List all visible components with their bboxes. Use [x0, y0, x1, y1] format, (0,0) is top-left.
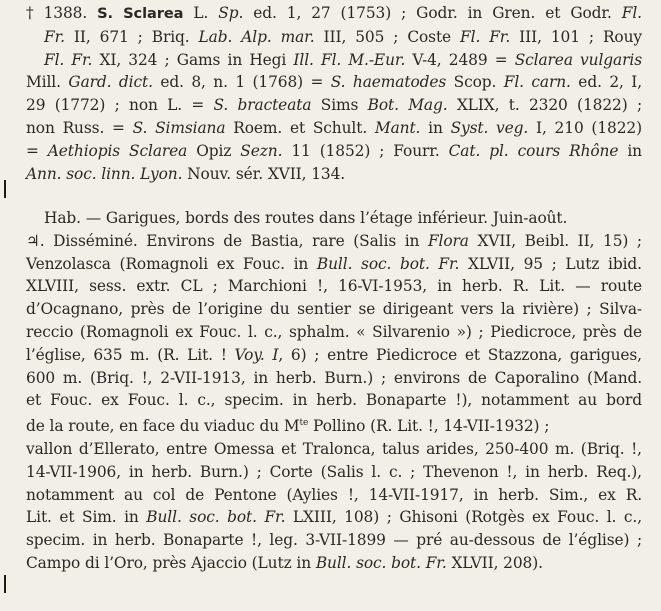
- habitat-text-run: Venzolasca (Romagnoli ex Fouc. in: [26, 254, 317, 273]
- synonymy-text-run: S. Sclarea: [97, 5, 184, 22]
- habitat-text-run: Voy. I: [234, 345, 279, 364]
- habitat-text-run: XVII, Beibl. II, 15) ;: [468, 231, 642, 250]
- habitat-paragraph: [26, 207, 642, 575]
- habitat-line: [26, 552, 642, 575]
- habitat-text-run: notamment au col de Pentone (Aylies !, 14-VII-1917, in herb. Sim., ex R.: [26, 485, 642, 504]
- habitat-text-run: de la route, en face du viaduc du M: [26, 417, 300, 436]
- synonymy-text-run: S. haematodes: [330, 73, 447, 92]
- habitat-text-run: reccio (Romagnoli ex Fouc. l. c., sphalm. « Silvarenio ») ; Piedicroce, près de: [26, 322, 642, 341]
- synonymy-text-run: XLIX, t. 2320 (1822) ;: [447, 96, 643, 115]
- synonymy-text-run: Ann. soc. linn. Lyon.: [26, 164, 183, 183]
- synonymy-text-run: in: [618, 141, 642, 160]
- synonymy-text-run: † 1388.: [26, 4, 98, 22]
- synonymy-text-run: II, 671 ; Briq.: [64, 27, 199, 46]
- synonymy-line: [26, 49, 642, 72]
- habitat-text-run: 14-VII-1906, in herb. Burn.) ; Corte (Salis l. c. ; Thevenon !, in herb. Req.),: [26, 462, 642, 481]
- synonymy-text-run: in: [420, 118, 451, 137]
- synonymy-text-run: Scop.: [446, 73, 504, 92]
- synonymy-text-run: Sclarea vulgaris: [514, 50, 642, 69]
- synonymy-text-run: Opiz: [187, 141, 241, 160]
- synonymy-text-run: S. Simsiana: [132, 118, 226, 137]
- habitat-text-run: ♃. Disséminé. Environs de Bastia, rare (Salis in: [26, 231, 428, 250]
- synonymy-text-run: Mant.: [374, 118, 421, 137]
- synonymy-text-run: Sezn.: [240, 141, 283, 160]
- habitat-text-run: Lit. et Sim. in: [26, 508, 147, 527]
- habitat-text-run: , 6) ; entre Piedicroce et Stazzona, garigues,: [278, 345, 642, 364]
- synonymy-text-run: Fr.: [44, 27, 65, 46]
- synonymy-text-run: XI, 324 ; Gams in Hegi: [92, 50, 294, 69]
- habitat-line: [26, 529, 642, 552]
- habitat-line: [26, 207, 642, 230]
- synonymy-text-run: 29 (1772) ; non L. =: [26, 96, 214, 115]
- synonymy-text-run: ed. 2, I,: [570, 73, 643, 92]
- synonymy-text-run: I, 210 (1822): [528, 118, 642, 137]
- habitat-text-run: Pollino (R. Lit. !, 14-VII-1932) ;: [308, 417, 550, 436]
- habitat-text-run: Bull. soc. bot. Fr.: [146, 508, 286, 527]
- synonymy-text-run: Fl.: [621, 4, 642, 22]
- habitat-text-run: XLVIII, sess. extr. CL ; Marchioni !, 16-VI-1953, in herb. R. Lit. — route: [26, 277, 643, 296]
- synonymy-line: [26, 117, 642, 140]
- habitat-line: [26, 321, 642, 344]
- habitat-text-run: XLVII, 208).: [446, 554, 543, 573]
- habitat-line: [26, 438, 642, 461]
- habitat-text-run: LXIII, 108) ; Ghisoni (Rotgès ex Fouc. l. c.,: [285, 508, 642, 527]
- synonymy-text-run: 11 (1852) ; Fourr.: [282, 141, 449, 160]
- synonymy-text-run: Bot. Mag.: [367, 96, 448, 115]
- synonymy-text-run: Syst. veg.: [450, 118, 529, 137]
- synonymy-text-run: V-4, 2489 =: [405, 50, 515, 69]
- habitat-line: [26, 298, 642, 321]
- habitat-line: [26, 275, 642, 298]
- habitat-text-run: 600 m. (Briq. !, 2-VII-1913, in herb. Burn.) ; environs de Caporalino (Mand.: [26, 368, 643, 387]
- habitat-line: [26, 253, 642, 276]
- synonymy-text-run: Sp.: [218, 4, 244, 22]
- synonymy-text-run: ed. 8, n. 1 (1768) =: [152, 73, 331, 92]
- synonymy-line: [26, 163, 642, 186]
- synonymy-paragraph: [26, 2, 642, 185]
- synonymy-text-run: non Russ. =: [26, 118, 133, 137]
- synonymy-line: [26, 71, 642, 94]
- synonymy-line: [26, 2, 642, 26]
- synonymy-text-run: =: [26, 141, 48, 160]
- habitat-text-run: specim. in herb. Bonaparte !, leg. 3-VII-1899 — pré au-dessous de l’église) ;: [26, 531, 643, 550]
- synonymy-line: [26, 26, 642, 49]
- synonymy-text-run: Lab. Alp. mar.: [198, 27, 315, 46]
- synonymy-text-run: S. bracteata: [213, 96, 312, 115]
- synonymy-text-run: Nouv. sér. XVII, 134.: [182, 164, 346, 183]
- synonymy-text-run: Mill.: [26, 73, 69, 92]
- synonymy-text-run: Sims: [311, 96, 368, 115]
- habitat-line: [26, 367, 642, 390]
- habitat-text-run: Hab. — Garigues, bords des routes dans l’étage inférieur. Juin-août.: [44, 209, 568, 227]
- margin-mark: [4, 575, 6, 593]
- habitat-text-run: vallon d’Ellerato, entre Omessa et Tralonca, talus arides, 250-400 m. (Briq. !,: [26, 440, 642, 459]
- synonymy-text-run: Fl. Fr.: [44, 50, 93, 69]
- synonymy-text-run: Aethiopis Sclarea: [47, 141, 188, 160]
- synonymy-text-run: L.: [183, 4, 219, 22]
- synonymy-text-run: III, 101 ; Rouy: [510, 27, 642, 46]
- synonymy-text-run: Fl. Fr.: [460, 27, 511, 46]
- synonymy-text-run: Gard. dict.: [68, 73, 153, 92]
- synonymy-text-run: Cat. pl. cours Rhône: [448, 141, 619, 160]
- habitat-line: [26, 506, 642, 529]
- synonymy-text-run: Ill. Fl. M.-Eur.: [293, 50, 406, 69]
- habitat-text-run: l’église, 635 m. (R. Lit. !: [26, 345, 235, 364]
- habitat-text-run: Bull. soc. bot. Fr.: [316, 254, 460, 273]
- habitat-text-run: Bull. soc. bot. Fr.: [315, 554, 447, 573]
- habitat-text-run: et Fouc. ex Fouc. l. c., specim. in herb. Bonaparte !), notamment au bord: [26, 391, 642, 410]
- habitat-text-run: te: [299, 418, 309, 429]
- synonymy-line: [26, 140, 642, 163]
- habitat-text-run: Flora: [427, 231, 469, 250]
- synonymy-text-run: ed. 1, 27 (1753) ; Godr. in Gren. et Godr.: [243, 4, 622, 22]
- habitat-text-run: XLVII, 95 ; Lutz ibid.: [459, 254, 642, 273]
- habitat-line: [26, 461, 642, 484]
- habitat-line: [26, 230, 642, 253]
- habitat-text-run: Campo di l’Oro, près Ajaccio (Lutz in: [26, 554, 316, 573]
- habitat-line: [26, 412, 642, 438]
- habitat-text-run: d’Ocagnano, près de l’origine du sentier se dirigeant vers la rivière) ; Silva-: [26, 300, 643, 319]
- synonymy-text-run: Roem. et Schult.: [225, 118, 375, 137]
- habitat-line: [26, 484, 642, 507]
- synonymy-text-run: Fl. carn.: [503, 73, 571, 92]
- synonymy-text-run: III, 505 ; Coste: [314, 27, 461, 46]
- synonymy-line: [26, 94, 642, 117]
- habitat-line: [26, 344, 642, 367]
- habitat-line: [26, 389, 642, 412]
- margin-mark: [4, 180, 6, 198]
